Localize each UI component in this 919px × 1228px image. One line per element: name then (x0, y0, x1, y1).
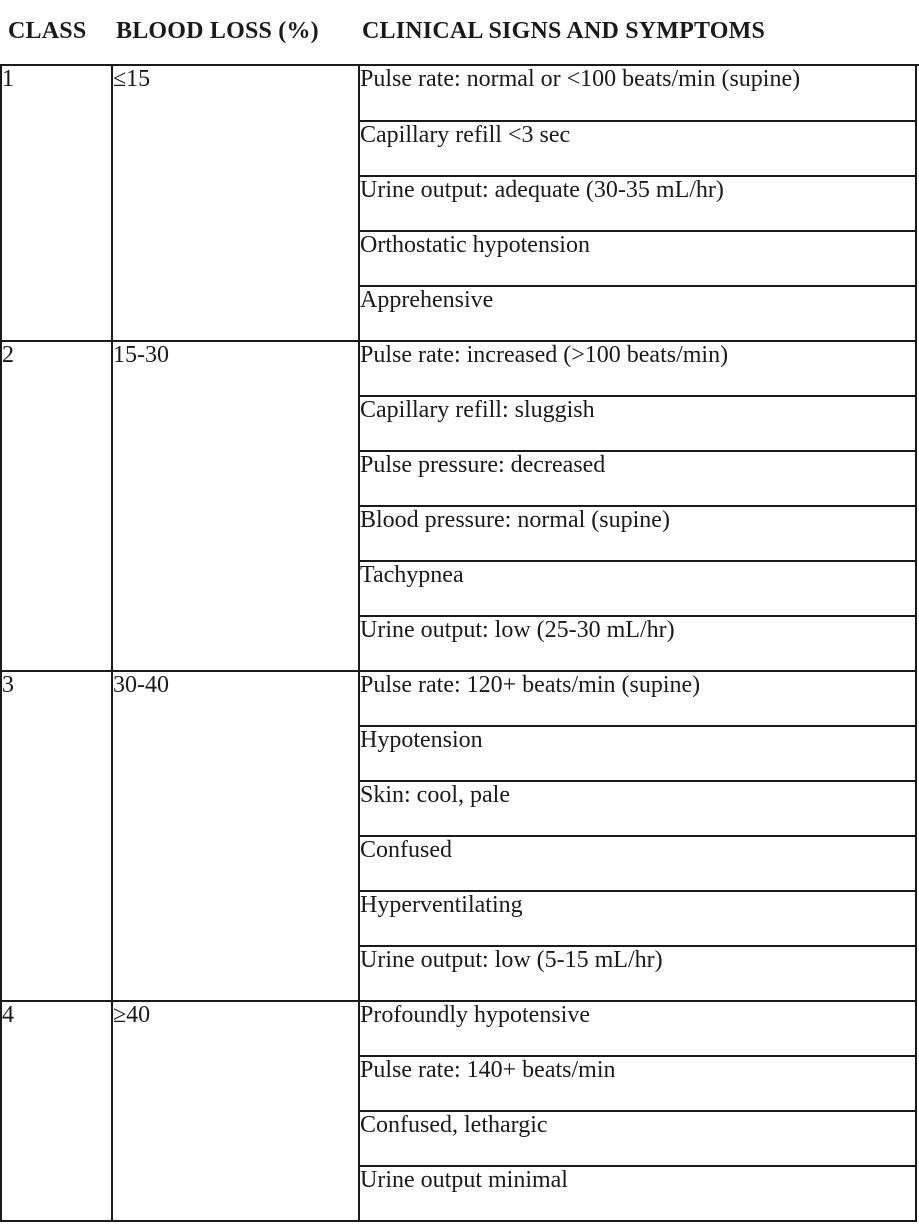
sign-cell: Orthostatic hypotension (359, 231, 916, 286)
sign-cell: Pulse rate: increased (>100 beats/min) (359, 341, 916, 396)
sign-cell: Profoundly hypotensive (359, 1001, 916, 1056)
sign-cell: Pulse rate: 140+ beats/min (359, 1056, 916, 1111)
class-cell: 4 (1, 1001, 112, 1221)
blood-loss-cell: ≤15 (112, 66, 359, 341)
sign-cell: Blood pressure: normal (supine) (359, 506, 916, 561)
sign-cell: Confused, lethargic (359, 1111, 916, 1166)
sign-cell: Urine output: low (25-30 mL/hr) (359, 616, 916, 671)
sign-cell: Pulse rate: 120+ beats/min (supine) (359, 671, 916, 726)
sign-cell: Hypotension (359, 726, 916, 781)
blood-loss-cell: ≥40 (112, 1001, 359, 1221)
sign-cell: Capillary refill: sluggish (359, 396, 916, 451)
table-header (0, 0, 919, 66)
sign-cell: Hyperventilating (359, 891, 916, 946)
sign-cell: Urine output: adequate (30-35 mL/hr) (359, 176, 916, 231)
blood-loss-cell: 15-30 (112, 341, 359, 671)
table-row (1, 66, 916, 121)
table-row (1, 1001, 916, 1056)
table-body (0, 66, 917, 1222)
blood-loss-cell: 30-40 (112, 671, 359, 1001)
sign-cell: Pulse rate: normal or <100 beats/min (supine) (359, 66, 916, 121)
table-row (1, 671, 916, 726)
header-blood-loss: BLOOD LOSS (%) (116, 18, 319, 44)
sign-cell: Skin: cool, pale (359, 781, 916, 836)
header-class: CLASS (8, 18, 87, 44)
sign-cell: Capillary refill <3 sec (359, 121, 916, 176)
sign-cell: Tachypnea (359, 561, 916, 616)
header-signs: CLINICAL SIGNS AND SYMPTOMS (362, 18, 766, 44)
class-cell: 2 (1, 341, 112, 671)
table-row (1, 341, 916, 396)
sign-cell: Urine output minimal (359, 1166, 916, 1221)
class-cell: 3 (1, 671, 112, 1001)
class-cell: 1 (1, 66, 112, 341)
sign-cell: Confused (359, 836, 916, 891)
sign-cell: Apprehensive (359, 286, 916, 341)
sign-cell: Pulse pressure: decreased (359, 451, 916, 506)
sign-cell: Urine output: low (5-15 mL/hr) (359, 946, 916, 1001)
